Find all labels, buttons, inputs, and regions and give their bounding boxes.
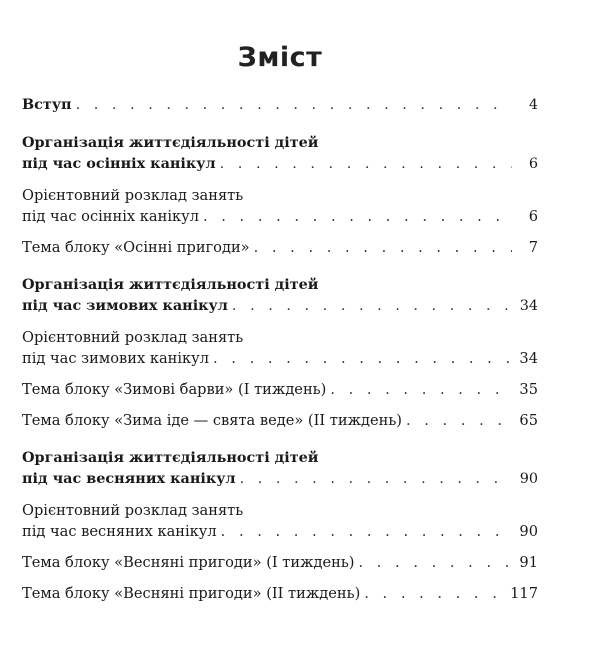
toc-entry-text: під час осінніх канікул	[22, 155, 216, 172]
page-number: 65	[519, 412, 538, 429]
toc-entry-text: під час весняних канікул	[22, 523, 217, 540]
toc-entry-text: Тема блоку «Зимові барви» (І тиждень)	[22, 381, 327, 398]
page-number: 90	[519, 523, 538, 540]
toc-entry-spring-schedule[interactable]	[22, 500, 538, 542]
page-number: 117	[510, 585, 538, 602]
toc-entry-winter-schedule[interactable]	[22, 327, 538, 369]
toc-entry-autumn-schedule[interactable]	[22, 185, 538, 227]
toc-entry-text: Тема блоку «Весняні пригоди» (ІІ тиждень)	[22, 585, 361, 602]
page-number: 34	[519, 350, 538, 367]
toc-entry-text: Вступ	[22, 96, 72, 113]
toc-entry-autumn-section[interactable]	[22, 132, 538, 175]
toc-entry-text: під час зимових канікул	[22, 297, 228, 314]
dot-leader	[76, 95, 512, 116]
toc-entry-text: Організація життєдіяльності дітей	[22, 449, 319, 466]
toc-entry-text: Орієнтовний розклад занять	[22, 187, 244, 204]
toc-entry-text: Тема блоку «Осінні пригоди»	[22, 239, 250, 256]
toc-entry-text: під час весняних канікул	[22, 470, 236, 487]
toc-entry-text: Тема блоку «Весняні пригоди» (І тиждень)	[22, 554, 355, 571]
dot-leader	[364, 583, 506, 604]
dot-leader	[220, 154, 512, 175]
page-number: 90	[519, 471, 538, 487]
toc-entry-winter-theme-week1[interactable]	[22, 379, 538, 400]
dot-leader	[213, 348, 512, 369]
toc-entry-spring-theme-week1[interactable]	[22, 552, 538, 573]
page-number: 35	[519, 381, 538, 398]
page-number: 91	[519, 554, 538, 571]
toc-entry-intro[interactable]	[22, 94, 538, 116]
page-number: 6	[528, 156, 538, 172]
toc-entry-winter-theme-week2[interactable]	[22, 410, 538, 431]
dot-leader	[232, 296, 512, 317]
toc-entry-text: Орієнтовний розклад занять	[22, 502, 244, 519]
dot-leader	[406, 410, 512, 431]
toc-entry-winter-section[interactable]	[22, 274, 538, 317]
toc-page	[22, 0, 538, 656]
page-title: Зміст	[237, 42, 323, 73]
toc-entry-spring-theme-week2[interactable]	[22, 583, 538, 604]
dot-leader	[359, 552, 513, 573]
toc-entry-spring-section[interactable]	[22, 447, 538, 490]
toc-entry-text: Орієнтовний розклад занять	[22, 329, 244, 346]
toc-entry-text: Тема блоку «Зима іде — свята веде» (ІІ тиждень)	[22, 412, 402, 429]
toc-entry-text: Організація життєдіяльності дітей	[22, 276, 319, 293]
dot-leader	[240, 469, 512, 490]
toc-entry-text: Організація життєдіяльності дітей	[22, 134, 319, 151]
dot-leader	[330, 379, 512, 400]
page-number: 34	[519, 298, 538, 314]
page-number: 7	[528, 239, 538, 256]
toc-entry-autumn-theme[interactable]	[22, 237, 538, 258]
page-number: 6	[528, 208, 538, 225]
dot-leader	[203, 206, 512, 227]
dot-leader	[221, 521, 512, 542]
page-number: 4	[528, 97, 538, 113]
dot-leader	[254, 237, 512, 258]
table-of-contents	[22, 94, 538, 604]
toc-entry-text: під час зимових канікул	[22, 350, 210, 367]
toc-entry-text: під час осінніх канікул	[22, 208, 199, 225]
